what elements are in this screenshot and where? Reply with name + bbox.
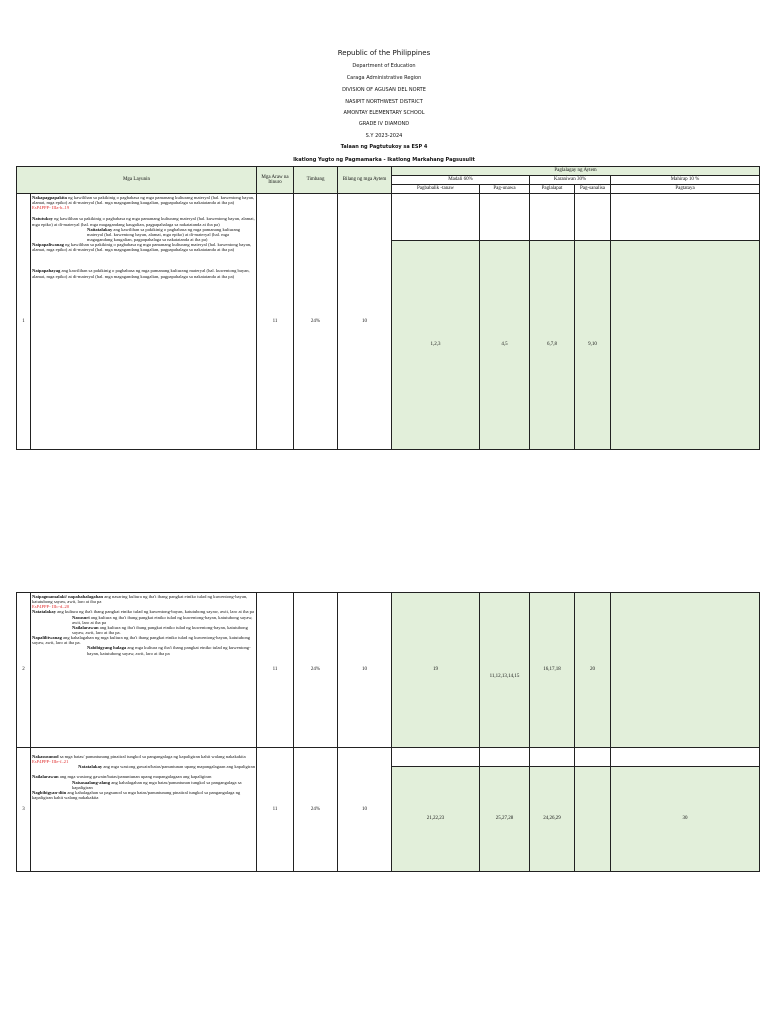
department-name: Department of Education: [352, 63, 416, 69]
row-number: 1: [17, 194, 31, 450]
competency-code: EsP4PPP- IIIc-d–20: [32, 604, 70, 610]
row-number: 2: [17, 593, 31, 748]
header-paglalapat: Paglalapat: [530, 185, 575, 194]
pagbabalik-items: 21,22,23: [392, 767, 480, 872]
timbang-value: 24%: [294, 194, 338, 450]
paglalapat-items: 16,17,18: [530, 593, 575, 748]
objectives-cell: Nakapagpapakita ng kawilihan sa pakikinig o pagbabasa ng mga pamanang kulturang materyal (hal. kuwentong bayan, alamat, mga epiko) at di-materyal (hal. mga magagandang kaugalian, pagpapahalaga sa nakatatanda at iba pa) EsP4PPP- IIIa-b–19 Natutukoy ng kawilihan sa pakikinig o pagbabasa ng mga pamanang kulturang materyal (hal. kuwentong bayan, alamat, mga epiko) at di-materyal (hal. mga magagandang kaugalian, pagpapahalaga sa nakatatanda at iba pa) Naitatalakay ang kawilihan sa pakikinig o pagbabasa ng mga pamanang kulturang materyal (hal. kuwentong bayan, alamat, mga epiko) at di-materyal (hal. mga magagandang kaugalian, pagpapahalaga sa nakatatanda at iba pa) Naipapaliwanag ng kawilihan sa pakikinig o pagbabasa ng mga pamanang kulturang materyal (hal. kuwentong bayan, alamat, mga epiko) at di-materyal (hal. mga magagandang kaugalian, pagpapahalaga sa nakatatanda at iba pa) Naipapahayag ang kawilihan sa pakikinig o pagbabasa ng mga pamanang kulturang materyal (hal. kuwentong bayan, alamat, mga epiko) at di-materyal (hal. mga magagandang kaugalian, pagpapahalaga sa nakatatanda at iba pa): [31, 194, 257, 450]
district-name: NASIPIT NORTHWEST DISTRICT: [345, 99, 423, 105]
araw-itinuro: 11: [257, 748, 294, 872]
grade-section: GRADE IV DIAMOND: [358, 121, 410, 127]
pagsusuri-items: [575, 767, 611, 872]
republic-title: Republic of the Philippines: [337, 49, 431, 57]
competency-code: EsP4PPP- IIIe-f–21: [32, 759, 69, 765]
pagunawa-items: 25,27,28: [480, 767, 530, 872]
pagunawa-items: 4,5: [480, 241, 530, 450]
header-karaniwan: Karaniwan 30%: [530, 176, 611, 185]
row-number: 3: [17, 748, 31, 872]
quarter-title: Ikatlong Yugto ng Pagmamarka - Ikatlong Markahang Pagsusulit: [293, 157, 475, 163]
pagunawa-items: 11,12,13,14,15: [480, 593, 530, 748]
pagtataya-items: 30: [611, 767, 760, 872]
header-pagbabalik-tanaw: Pagbabalik -tanaw: [392, 185, 480, 194]
table-of-specification-part-2: [16, 592, 760, 872]
header-pag-unawa: Pag-unawa: [480, 185, 530, 194]
pagsusuri-items: 20: [575, 593, 611, 748]
bilang-aytem-value: 10: [338, 593, 392, 748]
pagtataya-items: [611, 241, 760, 450]
objectives-cell: Naipagmamalaki/ napahahalagahan ang nasaring kultura ng iba't ibang pangkat etniko tulad ng kuwentong-bayan, katutubong sayaw, awit, laro at iba pa EsP4PPP- IIIc-d–20 Natatalakay ang kultura ng iba't ibang pangkat etniko tulad ng kuwentong-bayan, katutubong sayaw, awit, laro at iba pa Nasusuri ang kultura ng iba't ibang pangkat etniko tulad ng kuwentong-bayan, katutubong sayaw, awit, laro at iba pa Nailalarawan ang kultura ng iba't ibang pangkat etniko tulad ng kuwentong-bayan, katutubong sayaw, awit, laro at iba pa. Napalilitwanag ang kahalagahan ng mga kultura ng iba't ibang pangkat etniko tulad ng kuwentong-bayan, katutubong sayaw, awit, laro at iba pa. Nabibigyang halaga ang mga kultura ng iba't ibang pangkat etniko tulad ng kuwentong-bayan, katutubong sayaw, awit, laro at iba pa: [31, 593, 257, 748]
table-of-specification-part-1: [16, 166, 760, 450]
school-year: S.Y 2023-2024: [365, 133, 403, 139]
bilang-aytem-value: 10: [338, 748, 392, 872]
competency-code: EsP4PPP- IIIa-b–19: [32, 205, 70, 211]
header-mga-layunin: Mga Layunin: [17, 167, 257, 194]
objectives-cell: Nakasusunod sa mga batas/ panuntunang pinaiiral tungkol sa pangangalaga ng kapaligiran kahit walang nakakakita EsP4PPP- IIIe-f–21 Natatalakay ang mga wastong gawain/batas/panuntunan upang mapangalagaan ang kapaligiran Nailalarawan ang mga wastong gawain/batas/panuntunan upang mapangalagaan ang kapaligiran Naisasaalang-alang ang kahalagahan ng mga batas/panuntunan tungkol sa pangangalaga sa kapaligiran Nagbibigyan-diin ang kahalagahan sa pagsunod sa mga batas/panuntunang pinaiiral tungkol sa pangangalaga ng kapaligiran kahit walang nakakakita: [31, 748, 257, 872]
region-name: Caraga Administrative Region: [346, 75, 422, 81]
pagsusuri-items: 9,10: [575, 241, 611, 450]
araw-itinuro: 11: [257, 194, 294, 450]
header-bilang-aytem: Bilang ng mga Aytem: [338, 167, 392, 194]
paglalapat-items: 6,7,8: [530, 241, 575, 450]
header-madali: Madali 60%: [392, 176, 530, 185]
header-pag-sanalisa: Pag-sanalisa: [575, 185, 611, 194]
pagtataya-items: [611, 593, 760, 748]
header-mga-araw: Mga Araw na Itinuro: [257, 167, 294, 194]
header-mahirap: Mahirap 10 %: [611, 176, 760, 185]
pagbabalik-items: 19: [392, 593, 480, 748]
header-timbang: Timbang: [294, 167, 338, 194]
bilang-aytem-value: 10: [338, 194, 392, 450]
division-name: DIVISION OF AGUSAN DEL NORTE: [342, 87, 426, 93]
araw-itinuro: 11: [257, 593, 294, 748]
header-pagtataya: Pagtataya: [611, 185, 760, 194]
header-paglalagay-aytem: Paglalagay ng Aytem: [392, 167, 760, 176]
school-name: AMONTAY ELEMENTARY SCHOOL: [343, 110, 425, 116]
paglalapat-items: 24,26,29: [530, 767, 575, 872]
timbang-value: 24%: [294, 593, 338, 748]
timbang-value: 24%: [294, 748, 338, 872]
table-title: Talaan ng Pagtutukoy sa ESP 4: [340, 144, 428, 150]
pagbabalik-items: 1,2,3: [392, 241, 480, 450]
